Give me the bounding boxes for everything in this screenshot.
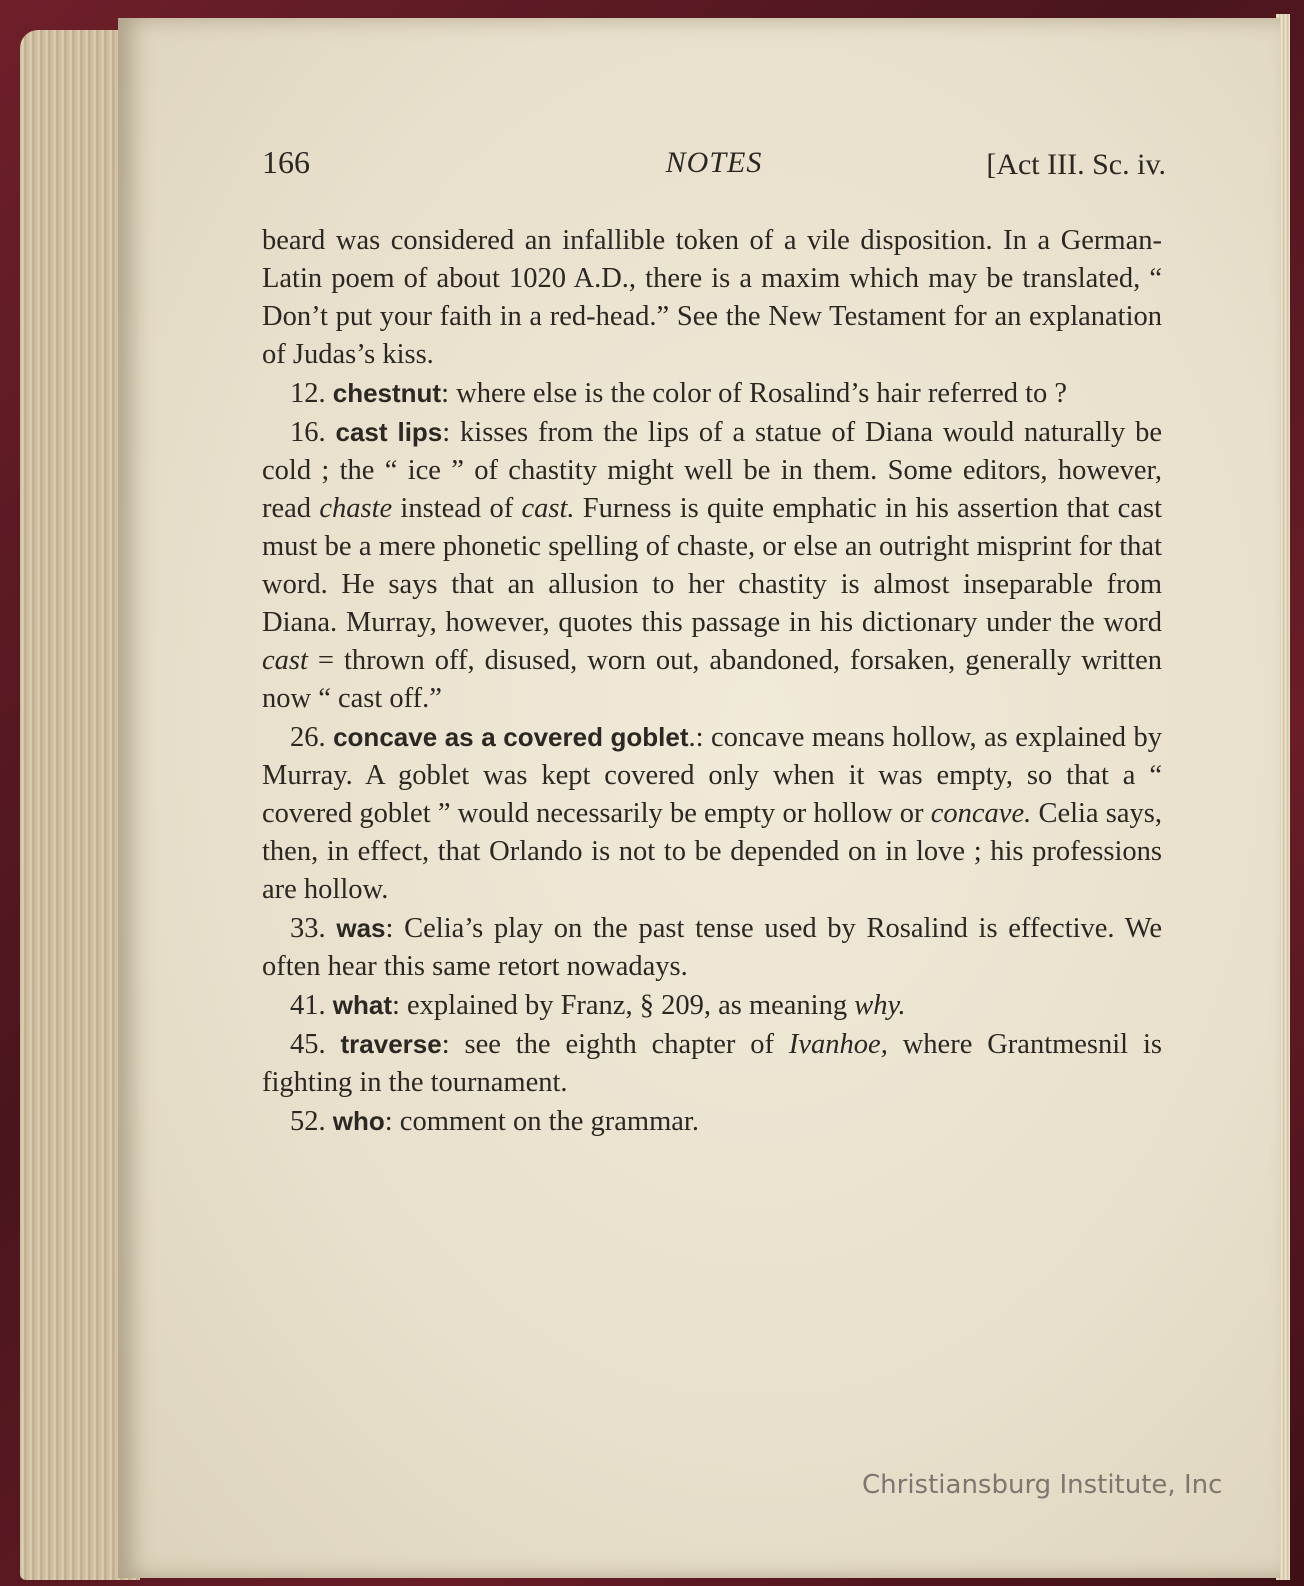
note-text: : kisses from the lips of a statue of Diana would naturally be cold ; the “ ice ” of chastity might well be in them. Some editors, however, read — [262, 417, 1162, 524]
section-reference: [Act III. Sc. iv. — [986, 148, 1166, 181]
note-number: 16. — [290, 417, 326, 448]
note-text: where Grantmesnil is fighting in the tournament. — [262, 1029, 1162, 1098]
note-text: = thrown off, disused, worn out, abandoned, forsaken, generally written now “ cast off.” — [262, 645, 1162, 714]
note-text: Furness is quite emphatic in his assertion that cast must be a mere phonetic spelling of chaste, or else an outright misprint for that word. He says that an allusion to her chastity is almost inseparable from Diana. Murray, however, quotes this passage in his dictionary under the word — [262, 493, 1162, 638]
note-text: : comment on the grammar. — [384, 1106, 699, 1137]
note-number: 12. — [290, 378, 326, 409]
note-lemma: what — [332, 990, 392, 1020]
note-lemma: concave as a covered goblet — [333, 722, 689, 752]
note-italic: concave. — [930, 798, 1032, 829]
note-text: instead of — [392, 493, 522, 524]
page-header — [262, 140, 1166, 188]
note-number: 41. — [290, 990, 326, 1021]
note-italic: Ivanhoe, — [788, 1029, 888, 1060]
note-41 — [262, 986, 1162, 1025]
note-number: 33. — [290, 913, 326, 944]
note-lemma: cast lips — [335, 417, 443, 447]
note-52 — [262, 1102, 1162, 1141]
note-number: 26. — [290, 722, 326, 753]
note-text: : see the eighth chapter of — [441, 1029, 789, 1060]
note-italic: cast. — [521, 493, 575, 524]
page-number: 166 — [262, 144, 310, 180]
note-continuation: beard was considered an infallible token of a vile disposition. In a German-Latin poem of about 1020 A.D., there is a maxim which may be translated, “ Don’t put your faith in a red-head.” See the New Testament for an explanation of Judas’s kiss. — [262, 225, 1162, 370]
note-16 — [262, 413, 1162, 718]
note-lemma: was — [336, 913, 386, 943]
note-33 — [262, 909, 1162, 986]
note-lemma: chestnut — [332, 378, 442, 408]
notes-body — [262, 222, 1162, 1141]
note-number: 45. — [290, 1029, 326, 1060]
watermark: Christiansburg Institute, Inc — [862, 1470, 1223, 1500]
running-title: NOTES — [665, 146, 763, 179]
note-italic: cast — [262, 645, 308, 676]
note-italic: chaste — [319, 493, 393, 524]
note-text: : explained by Franz, § 209, as meaning — [391, 990, 855, 1021]
note-text: : where else is the color of Rosalind’s hair referred to ? — [441, 378, 1068, 409]
note-text: .: concave means hollow, as explained by Murray. A goblet was kept covered only when it was empty, so that a “ covered goblet ” would necessarily be empty or hollow or — [262, 722, 1162, 829]
note-12 — [262, 374, 1162, 413]
note-text: : Celia’s play on the past tense used by Rosalind is effective. We often hear this same retort nowadays. — [262, 913, 1163, 982]
note-lemma: who — [332, 1106, 385, 1136]
note-number: 52. — [290, 1106, 326, 1137]
note-26 — [262, 718, 1162, 909]
note-45 — [262, 1025, 1162, 1102]
note-lemma: traverse — [340, 1029, 442, 1059]
note-italic: why. — [854, 990, 906, 1021]
note-text: Celia says, then, in effect, that Orlando is not to be depended on in love ; his professions are hollow. — [262, 798, 1162, 905]
